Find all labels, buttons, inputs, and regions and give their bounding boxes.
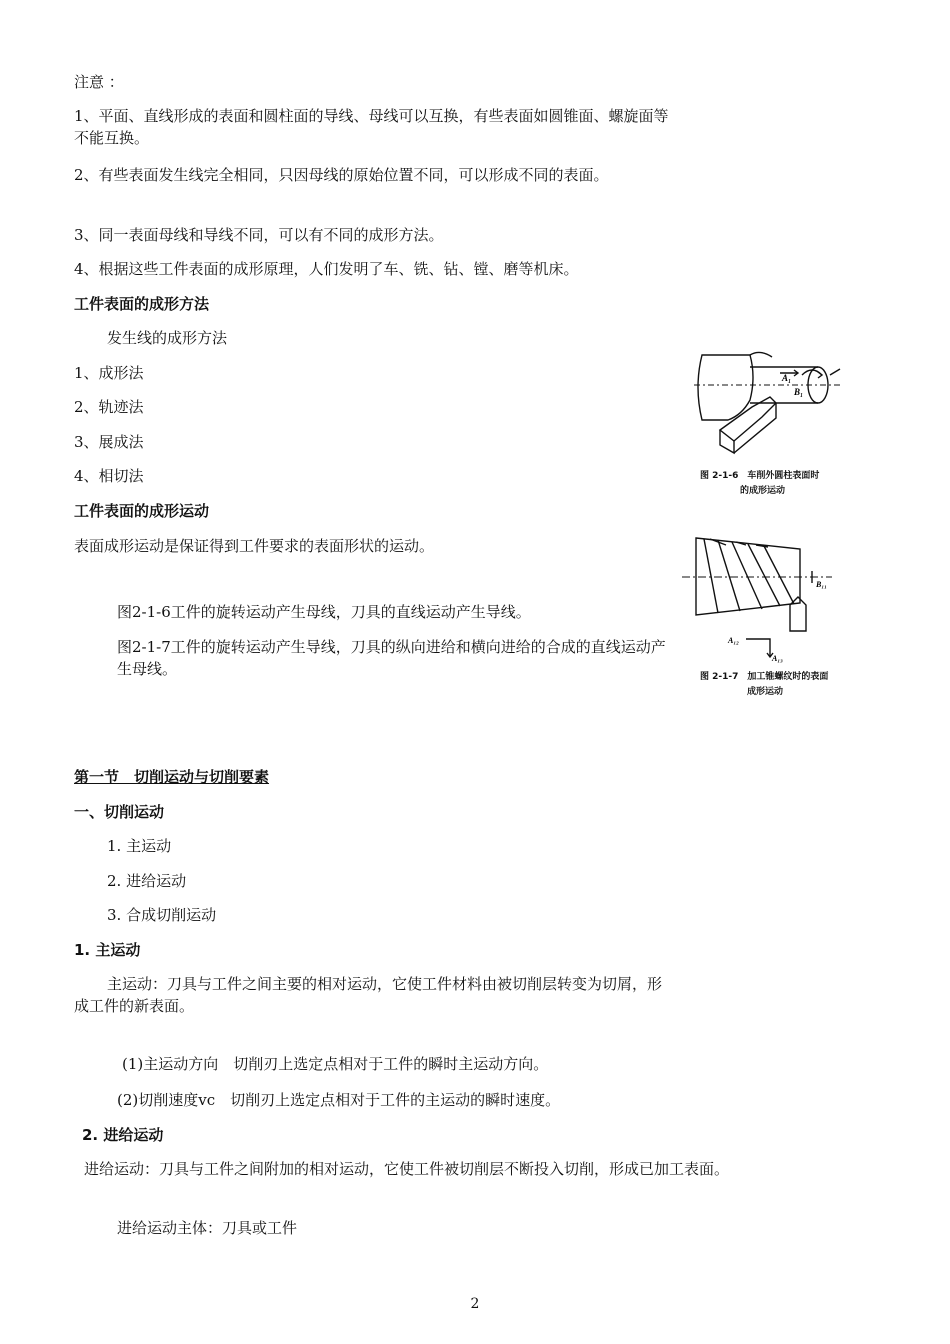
- feed-motion-definition: 进给运动：刀具与工件之间附加的相对运动，它使工件被切削层不断投入切削，形成已加工表面。: [84, 1160, 730, 1178]
- fig6-label-a: A₁: [782, 373, 792, 383]
- main-motion-definition: 主运动：刀具与工件之间主要的相对运动，它使工件材料由被切削层转变为切屑，形成工件的新表面。: [74, 975, 663, 1015]
- forming-motion-heading: 工件表面的成形运动: [74, 502, 210, 520]
- forming-methods-subheading: 发生线的成形方法: [107, 329, 228, 347]
- forming-methods-heading: 工件表面的成形方法: [74, 295, 210, 313]
- fig7-description: 图2-1-7工件的旋转运动产生导线，刀具的纵向进给和横向进给的合成的直线运动产生母线。: [117, 638, 666, 678]
- cutting-motion-heading: 一、切削运动: [74, 803, 165, 821]
- note-item-4: 4、根据这些工件表面的成形原理，人们发明了车、铣、钻、镗、磨等机床。: [74, 260, 579, 278]
- fig6-caption-line1: 图 2-1-6 车削外圆柱表面时: [700, 471, 820, 481]
- fig7-label-a2: A₁₃: [772, 654, 783, 663]
- fig6-description: 图2-1-6工件的旋转运动产生母线，刀具的直线运动产生导线。: [117, 603, 531, 621]
- section-title: 第一节 切削运动与切削要素: [74, 768, 270, 786]
- forming-motion-definition: 表面成形运动是保证得到工件要求的表面形状的运动。: [74, 537, 435, 555]
- cutting-speed: (2)切削速度vc 切削刃上选定点相对于工件的主运动的瞬时速度。: [117, 1091, 561, 1109]
- fig7-caption-line2: 成形运动: [747, 687, 784, 697]
- method-item-3: 3、展成法: [74, 433, 144, 451]
- lathe-cylinder-figure: [690, 345, 850, 455]
- fig7-caption-line1: 图 2-1-7 加工锥螺纹时的表面: [700, 672, 829, 682]
- method-item-1: 1、成形法: [74, 364, 144, 382]
- fig6-caption-line2: 的成形运动: [740, 486, 786, 496]
- fig7-label-a1: A₁₂: [728, 636, 739, 645]
- note-item-2: 2、有些表面发生线完全相同，只因母线的原始位置不同，可以形成不同的表面。: [74, 166, 609, 184]
- note-item-1: 1、平面、直线形成的表面和圆柱面的导线、母线可以互换，有些表面如圆锥面、螺旋面等不能互换。: [74, 107, 669, 147]
- main-motion-direction: (1)主运动方向 切削刃上选定点相对于工件的瞬时主运动方向。: [122, 1055, 549, 1073]
- motion-list-item-2: 2. 进给运动: [107, 872, 187, 890]
- main-motion-heading: 1. 主运动: [74, 941, 141, 959]
- note-item-3: 3、同一表面母线和导线不同，可以有不同的成形方法。: [74, 226, 444, 244]
- feed-motion-heading: 2. 进给运动: [82, 1126, 164, 1144]
- motion-list-item-1: 1. 主运动: [107, 837, 172, 855]
- fig6-label-b: B₁: [794, 387, 804, 397]
- motion-list-item-3: 3. 合成切削运动: [107, 906, 217, 924]
- fig7-label-b: B₁₁: [816, 580, 827, 589]
- method-item-2: 2、轨迹法: [74, 398, 144, 416]
- page-number: 2: [470, 1296, 480, 1312]
- method-item-4: 4、相切法: [74, 467, 144, 485]
- taper-thread-figure: [682, 535, 842, 667]
- feed-motion-subject: 进给运动主体：刀具或工件: [117, 1219, 298, 1237]
- notes-title: 注意 ：: [74, 73, 124, 91]
